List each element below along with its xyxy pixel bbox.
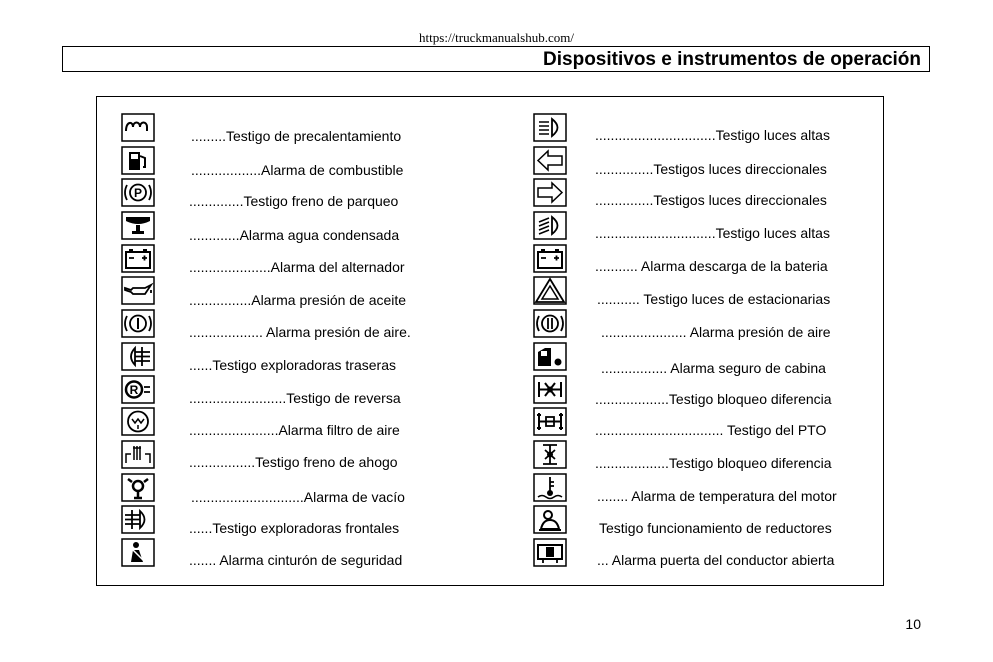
item-label: .................Testigo freno de ahogo — [189, 453, 398, 470]
hazard-triangle-icon — [533, 276, 567, 305]
item-label: ...................Testigo bloqueo diferencia — [595, 454, 832, 471]
item-label: ...............Testigos luces direccionales — [595, 160, 827, 177]
differential-lock-icon — [533, 375, 567, 404]
reducer-icon — [533, 505, 567, 534]
air-filter-icon — [121, 407, 155, 436]
list-item — [533, 440, 879, 473]
item-label: ........ Alarma de temperatura del motor — [597, 487, 837, 504]
item-label: ..................Alarma de combustible — [191, 161, 404, 178]
driver-door-icon — [533, 538, 567, 567]
item-label: ...................Testigo bloqueo diferencia — [595, 390, 832, 407]
battery-icon — [533, 244, 567, 273]
list-item — [533, 505, 879, 538]
air-pressure-icon — [121, 309, 155, 338]
page-number: 10 — [905, 616, 921, 632]
list-item — [533, 342, 879, 375]
indicator-legend-panel — [96, 96, 884, 586]
svg-text:R: R — [129, 382, 139, 397]
svg-text:P: P — [133, 186, 143, 201]
list-item — [533, 178, 879, 211]
list-item — [121, 375, 471, 408]
list-item — [121, 407, 471, 440]
item-label: .....................Alarma del alternador — [189, 258, 405, 275]
list-item — [121, 473, 471, 506]
battery-icon — [121, 244, 155, 273]
item-label: ........... Testigo luces de estacionarias — [597, 291, 831, 308]
front-fog-light-icon — [121, 505, 155, 534]
exhaust-brake-icon — [121, 440, 155, 469]
cab-lock-icon — [533, 342, 567, 371]
glow-plug-icon — [121, 113, 155, 142]
list-item — [121, 113, 471, 146]
turn-right-arrow-icon — [533, 178, 567, 207]
list-item — [121, 342, 471, 375]
list-item — [533, 113, 879, 146]
item-label: ...............................Testigo luces altas — [595, 225, 830, 242]
item-label: .............Alarma agua condensada — [189, 227, 400, 244]
source-url[interactable]: https://truckmanualshub.com/ — [419, 30, 574, 45]
list-item — [121, 146, 471, 179]
list-item — [533, 211, 879, 244]
list-item — [121, 211, 471, 244]
item-label: .......................Alarma filtro de aire — [189, 422, 400, 439]
item-label: ......Testigo exploradoras frontales — [189, 520, 400, 537]
pto-icon — [533, 407, 567, 436]
turn-left-arrow-icon — [533, 146, 567, 175]
item-label: .............................Alarma de vacío — [191, 488, 405, 505]
list-item — [533, 375, 879, 408]
list-item — [121, 276, 471, 309]
oil-can-icon — [121, 276, 155, 305]
list-item — [533, 276, 879, 309]
seat-belt-icon — [121, 538, 155, 567]
list-item — [121, 309, 471, 342]
rear-fog-light-icon — [121, 342, 155, 371]
item-label: .........Testigo de precalentamiento — [191, 128, 402, 144]
list-item — [533, 538, 879, 571]
list-item — [121, 538, 471, 571]
page-title: Dispositivos e instrumentos de operación — [543, 49, 921, 70]
air-pressure-dual-icon — [533, 309, 567, 338]
low-beam-icon — [533, 211, 567, 240]
item-label: ... Alarma puerta del conductor abierta — [597, 551, 835, 568]
engine-temperature-icon — [533, 473, 567, 502]
item-label: ....... Alarma cinturón de seguridad — [189, 551, 403, 568]
right-column — [533, 113, 879, 571]
list-item — [121, 505, 471, 538]
item-label: ................................. Testigo del PTO — [595, 422, 827, 439]
parking-brake-icon — [121, 178, 155, 207]
item-label: ..............Testigo freno de parqueo — [189, 193, 399, 210]
item-label: ................... Alarma presión de aire. — [189, 324, 411, 341]
item-label: ................Alarma presión de aceite — [189, 292, 407, 309]
list-item — [121, 244, 471, 277]
water-condensate-icon — [121, 211, 155, 240]
list-item — [533, 473, 879, 506]
left-column — [121, 113, 471, 571]
list-item — [121, 440, 471, 473]
item-label: Testigo funcionamiento de reductores — [599, 520, 832, 537]
list-item — [121, 178, 471, 211]
high-beam-icon — [533, 113, 567, 142]
item-label: ........... Alarma descarga de la bateria — [595, 257, 828, 274]
item-label: ......Testigo exploradoras traseras — [189, 356, 396, 373]
fuel-pump-icon — [121, 146, 155, 175]
list-item — [533, 146, 879, 179]
differential-lock-axle-icon — [533, 440, 567, 469]
item-label: ................. Alarma seguro de cabina — [601, 359, 826, 376]
item-label: .........................Testigo de reversa — [189, 389, 401, 406]
page-header — [62, 46, 930, 72]
list-item — [533, 407, 879, 440]
item-label: ...............................Testigo luces altas — [595, 127, 830, 143]
reverse-gear-icon — [121, 375, 155, 404]
vacuum-icon — [121, 473, 155, 502]
list-item — [533, 309, 879, 342]
item-label: ...............Testigos luces direccionales — [595, 192, 827, 209]
list-item — [533, 244, 879, 277]
item-label: ...................... Alarma presión de aire — [601, 324, 831, 341]
